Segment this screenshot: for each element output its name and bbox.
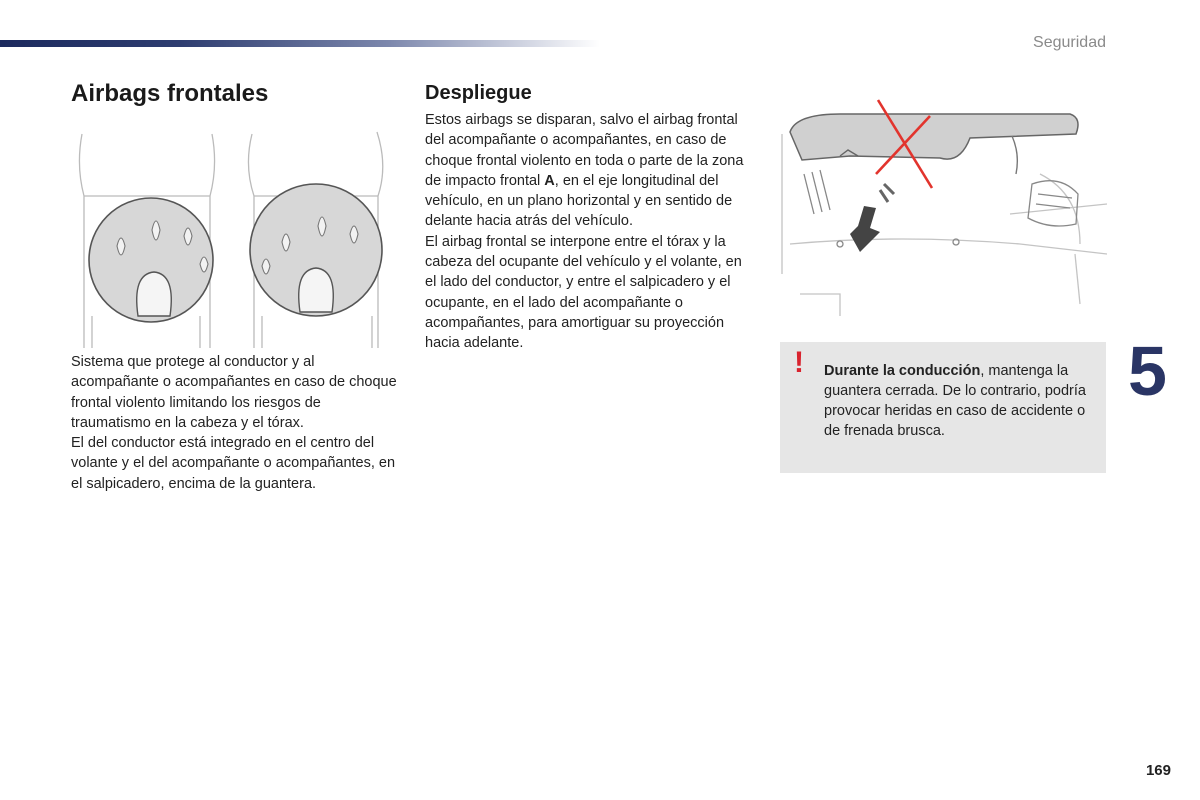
page-number: 169	[1145, 762, 1171, 779]
intro-paragraph: Sistema que protege al conductor y al acompañante o acompañantes en caso de choque frontal violento limitando los riesgos de traumatismo en la cabeza y el tórax.	[71, 354, 397, 431]
middle-column-text	[425, 110, 755, 354]
warning-box	[780, 342, 1106, 473]
interposition-paragraph: El airbag frontal se interpone entre el tórax y la cabeza del ocupante del vehículo y el volante, en el lado del conductor, y entre el salpicadero y el ocupante, en el lado del acompañante o acompañantes, para amortiguar su proyección hacia adelante.	[425, 233, 742, 352]
impact-zone-label: A	[544, 172, 555, 189]
section-subtitle: Despliegue	[425, 82, 532, 104]
location-paragraph: El del conductor está integrado en el centro del volante y el del acompañante o acompañantes, en el salpicadero, encima de la guantera.	[71, 435, 396, 492]
airbags-illustration	[72, 126, 394, 348]
glovebox-illustration	[780, 94, 1107, 316]
left-column-text	[71, 352, 401, 494]
exclamation-icon: !	[794, 346, 804, 379]
deployment-paragraph: Estos airbags se disparan, salvo el airbag frontal del acompañante o acompañantes, en caso de choque frontal violento en toda o parte de la zona de impacto frontal A, en el eje longitudinal del vehículo, en un plano horizontal y en sentido de delante hacia atrás del vehículo.	[425, 112, 744, 230]
header-accent-bar	[0, 40, 600, 47]
warning-text: Durante la conducción, mantenga la guantera cerrada. De lo contrario, podría provocar heridas en caso de accidente o de frenada brusca.	[824, 362, 1086, 440]
chapter-number: 5	[1128, 332, 1167, 410]
page-title: Airbags frontales	[71, 80, 269, 107]
section-label: Seguridad	[1033, 34, 1106, 51]
